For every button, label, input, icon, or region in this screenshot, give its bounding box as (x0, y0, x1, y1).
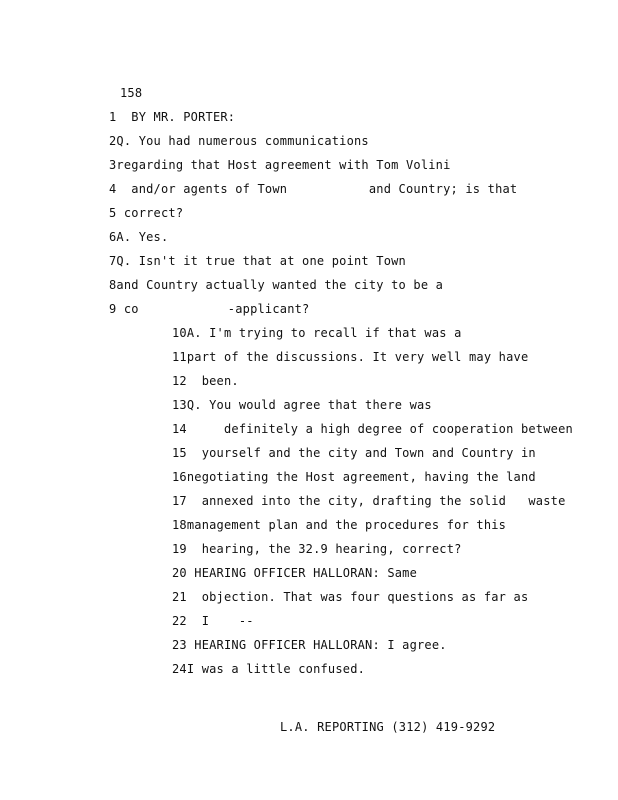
transcript-line-18: 18management plan and the procedures for this (172, 518, 507, 532)
transcript-line-4: 4 and/or agents of Town and Country; is that (109, 182, 518, 196)
transcript-line-16: 16negotiating the Host agreement, having the land (172, 470, 536, 484)
transcript-line-2: 2Q. You had numerous communications (109, 134, 369, 148)
transcript-line-12: 12 been. (172, 374, 239, 388)
transcript-line-1: 1 BY MR. PORTER: (109, 110, 236, 124)
transcript-line-24: 24I was a little confused. (172, 662, 366, 676)
transcript-line-20: 20 HEARING OFFICER HALLORAN: Same (172, 566, 418, 580)
transcript-line-7: 7Q. Isn't it true that at one point Town (109, 254, 406, 268)
reporter-footer: L.A. REPORTING (312) 419-9292 (280, 720, 496, 734)
transcript-line-23: 23 HEARING OFFICER HALLORAN: I agree. (172, 638, 447, 652)
transcript-line-10: 10A. I'm trying to recall if that was a (172, 326, 462, 340)
transcript-line-11: 11part of the discussions. It very well may have (172, 350, 529, 364)
transcript-line-5: 5 correct? (109, 206, 184, 220)
transcript-line-22: 22 I -- (172, 614, 254, 628)
transcript-line-21: 21 objection. That was four questions as far as (172, 590, 529, 604)
transcript-line-14: 14 definitely a high degree of cooperation between (172, 422, 573, 436)
transcript-line-9: 9 co -applicant? (109, 302, 310, 316)
transcript-line-8: 8and Country actually wanted the city to be a (109, 278, 444, 292)
transcript-line-19: 19 hearing, the 32.9 hearing, correct? (172, 542, 462, 556)
transcript-line-17: 17 annexed into the city, drafting the solid waste (172, 494, 566, 508)
transcript-line-15: 15 yourself and the city and Town and Country in (172, 446, 536, 460)
transcript-line-3: 3regarding that Host agreement with Tom Volini (109, 158, 451, 172)
transcript-line-6: 6A. Yes. (109, 230, 169, 244)
transcript-line-13: 13Q. You would agree that there was (172, 398, 432, 412)
page-number: 158 (120, 86, 143, 100)
